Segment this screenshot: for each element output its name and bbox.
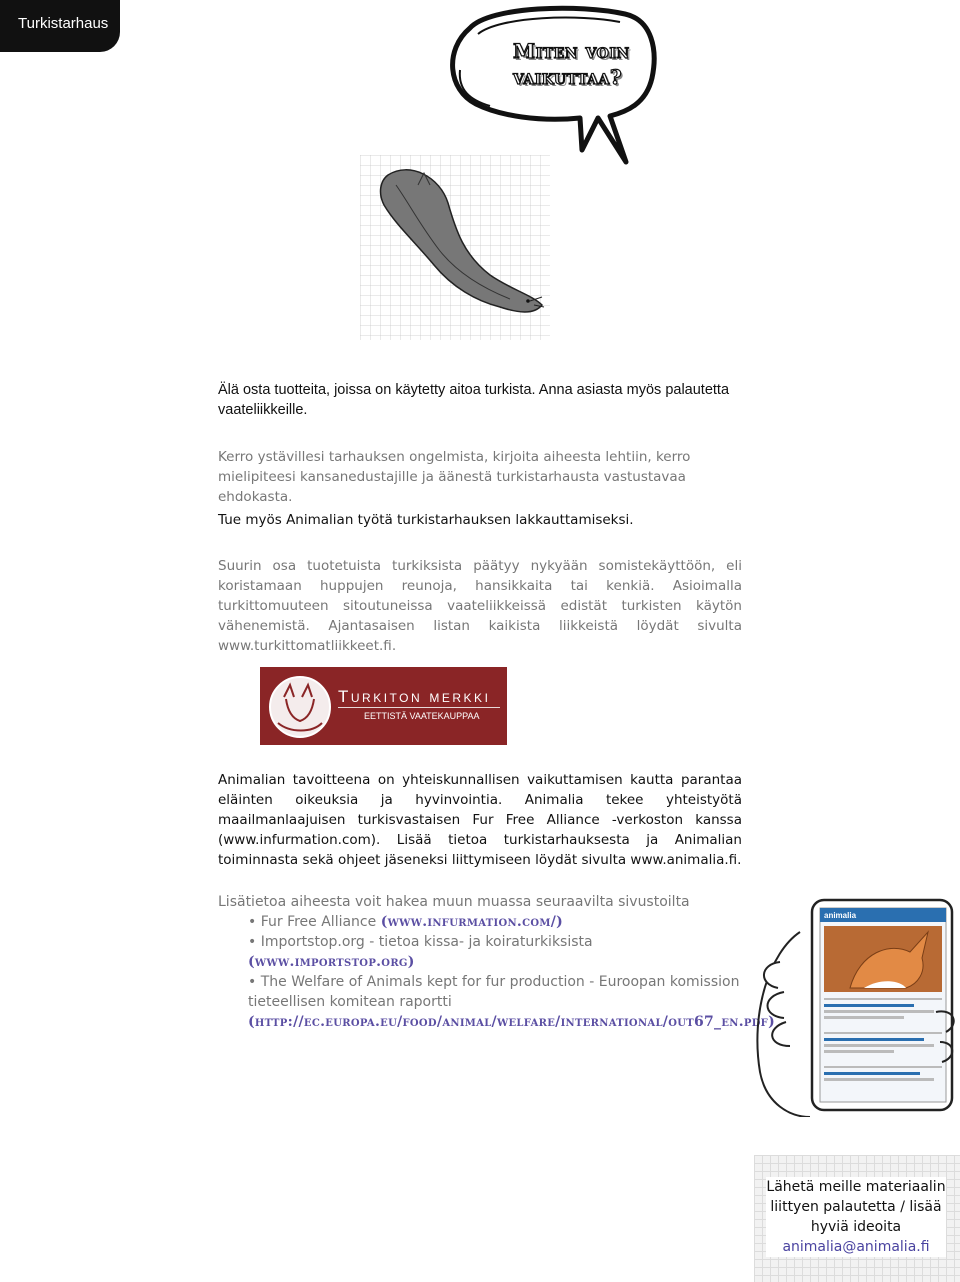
feedback-text	[766, 1177, 946, 1257]
paragraph-3: Tue myös Animalian työtä turkistarhauksen lakkauttamiseksi.	[218, 512, 634, 528]
paragraph-2: Kerro ystävillesi tarhauksen ongelmista, kirjoita aiheesta lehtiin, kerro mielipiteesi kansanedustajille ja äänestä turkistarhausta vastustavaa ehdokasta.	[218, 449, 691, 505]
link-text: • The Welfare of Animals kept for fur production - Euroopan komission tieteellisen komitean raportti	[248, 974, 740, 1010]
section-tab: Turkistarhaus	[0, 0, 120, 52]
link-item[interactable]	[218, 972, 775, 1032]
link-text: • Fur Free Alliance	[248, 914, 381, 930]
feedback-message: Lähetä meille materiaalin liittyen palautetta / lisää hyviä ideoita	[766, 1179, 946, 1235]
feedback-email-link[interactable]: animalia@animalia.fi	[782, 1239, 930, 1255]
link-text: • Importstop.org - tietoa kissa- ja koiraturkiksista	[248, 934, 593, 950]
paragraph-1: Älä osta tuotteita, joissa on käytetty aitoa turkista. Anna asiasta myös palautetta vaateliikkeille.	[218, 382, 730, 418]
link-item[interactable]	[218, 912, 758, 932]
links-intro: Lisätietoa aiheesta voit hakea muun muassa seuraavilta sivustoilta	[218, 894, 690, 910]
link-item[interactable]	[218, 932, 758, 972]
banner-divider	[338, 707, 500, 708]
bubble-title: Miten voin vaikuttaa?	[513, 39, 630, 89]
banner-title: Turkiton merkki	[338, 687, 491, 706]
mink-illustration-icon	[360, 155, 550, 340]
turkiton-merkki-banner[interactable]	[260, 667, 507, 745]
link-url[interactable]: (www.importstop.org)	[248, 954, 415, 970]
phone-app-name: animalia	[824, 911, 857, 920]
paragraph-5: Animalian tavoitteena on yhteiskunnallisen vaikuttamisen kautta parantaa eläinten oikeuksia ja hyvinvointia. Animalia tekee yhteistyötä maailmanlaajuisen turkisvastaisen Fur Free Alliance -verkoston kanssa (www.infurmation.com). Lisää tietoa turkistarhauksesta ja Animalian toiminnasta sekä ohjeet jäseneksi liittymiseen löydät sivulta www.animalia.fi.	[218, 772, 742, 868]
fox-logo-icon	[264, 667, 334, 745]
hand-holding-phone-icon	[740, 892, 960, 1117]
link-url[interactable]: (www.infurmation.com/)	[380, 914, 564, 930]
resource-links	[218, 892, 775, 1032]
paragraph-4: Suurin osa tuotetuista turkiksista päätyy nykyään somistekäyttöön, eli koristamaan huppujen reunoja, hansikkaita tai kenkiä. Asioimalla turkittomuuteen sitoutuneissa vaateliikkeissä edistät turkisten käytön vähenemistä. Ajantasaisen listan kaikista liikkeistä löydät sivulta www.turkittomatliikkeet.fi.	[218, 558, 742, 654]
link-url[interactable]: (http://ec.europa.eu/food/animal/welfare/international/out67_en.pdf)	[248, 1014, 775, 1030]
banner-subtitle: EETTISTÄ VAATEKAUPPAA	[364, 711, 480, 721]
